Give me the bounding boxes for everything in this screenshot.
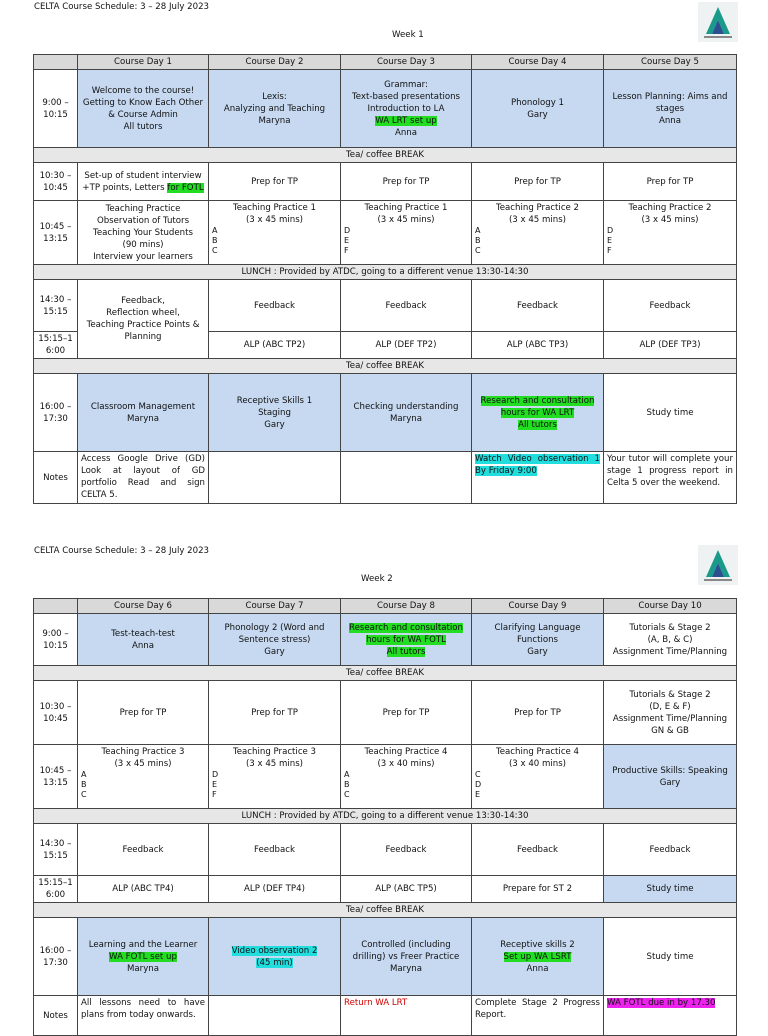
session-cell: Video observation 2 (45 min) — [209, 918, 341, 996]
time-cell: 15:15–1 6:00 — [34, 332, 78, 359]
session-cell: Prepare for ST 2 — [472, 876, 604, 903]
session-cell: Teaching Practice 3 (3 x 45 mins) D E F — [209, 745, 341, 809]
lunch-row: LUNCH : Provided by ATDC, going to a different venue 13:30-14:30 — [34, 265, 737, 280]
session-cell: Teaching Practice 1 (3 x 45 mins) A B C — [209, 201, 341, 265]
session-cell: ALP (ABC TP3) — [472, 332, 604, 359]
session-cell: Welcome to the course! Getting to Know Each Other & Course Admin All tutors — [78, 70, 209, 148]
notes-cell: Access Google Drive (GD) Look at layout of GD portfolio Read and sign CELTA 5. — [78, 452, 209, 504]
day-header: Course Day 3 — [341, 55, 472, 70]
notes-cell — [341, 452, 472, 504]
highlight-text: WA LRT set up — [375, 115, 437, 126]
session-cell: Feedback — [341, 280, 472, 332]
session-cell: Test-teach-test Anna — [78, 614, 209, 666]
session-cell: Receptive skills 2 Set up WA LSRT Anna — [472, 918, 604, 996]
notes-label: Notes — [34, 452, 78, 504]
time-cell: 9:00 – 10:15 — [34, 70, 78, 148]
week-title: Week 2 — [361, 574, 393, 584]
time-cell: 15:15–1 6:00 — [34, 876, 78, 903]
session-cell: ALP (DEF TP4) — [209, 876, 341, 903]
tea-break-row: Tea/ coffee BREAK — [34, 903, 737, 918]
session-cell: Teaching Practice Observation of Tutors Teaching Your Students (90 mins) Interview your learners — [78, 201, 209, 265]
time-cell: 16:00 – 17:30 — [34, 918, 78, 996]
tea-break-row: Tea/ coffee BREAK — [34, 148, 737, 163]
notes-cell: Your tutor will complete your stage 1 progress report in Celta 5 over the weekend. — [604, 452, 737, 504]
session-cell: Teaching Practice 4 (3 x 40 mins) A B C — [341, 745, 472, 809]
day-header: Course Day 1 — [78, 55, 209, 70]
session-cell: Teaching Practice 3 (3 x 45 mins) A B C — [78, 745, 209, 809]
session-cell: Research and consultation hours for WA FOTL All tutors — [341, 614, 472, 666]
session-cell: Research and consultation hours for WA LRT All tutors — [472, 374, 604, 452]
session-cell: Study time — [604, 918, 737, 996]
session-cell: Prep for TP — [78, 681, 209, 745]
atdc-logo-icon — [698, 2, 738, 42]
session-cell: Classroom Management Maryna — [78, 374, 209, 452]
session-cell: ALP (ABC TP5) — [341, 876, 472, 903]
session-cell: Prep for TP — [341, 163, 472, 201]
session-cell: Controlled (including drilling) vs Freer Practice Maryna — [341, 918, 472, 996]
tea-break-row: Tea/ coffee BREAK — [34, 666, 737, 681]
day-header: Course Day 9 — [472, 599, 604, 614]
time-cell: 14:30 – 15:15 — [34, 824, 78, 876]
session-cell: Feedback — [209, 280, 341, 332]
time-cell: 10:45 – 13:15 — [34, 201, 78, 265]
day-header: Course Day 7 — [209, 599, 341, 614]
course-schedule-header: CELTA Course Schedule: 3 – 28 July 2023 — [34, 2, 210, 12]
session-cell: Tutorials & Stage 2 (A, B, & C) Assignment Time/Planning — [604, 614, 737, 666]
session-cell: ALP (DEF TP2) — [341, 332, 472, 359]
week-title: Week 1 — [392, 30, 424, 40]
session-cell: Phonology 1 Gary — [472, 70, 604, 148]
session-cell: Feedback — [209, 824, 341, 876]
session-cell: Clarifying Language Functions Gary — [472, 614, 604, 666]
session-cell: Prep for TP — [209, 163, 341, 201]
session-cell: Feedback — [604, 280, 737, 332]
session-cell: ALP (ABC TP4) — [78, 876, 209, 903]
session-cell: Prep for TP — [209, 681, 341, 745]
session-cell: Feedback — [341, 824, 472, 876]
session-cell: Feedback — [78, 824, 209, 876]
session-cell: Tutorials & Stage 2 (D, E & F) Assignment Time/Planning GN & GB — [604, 681, 737, 745]
session-cell: ALP (DEF TP3) — [604, 332, 737, 359]
notes-cell — [209, 452, 341, 504]
notes-cell: Complete Stage 2 Progress Report. — [472, 996, 604, 1036]
time-cell: 10:30 – 10:45 — [34, 681, 78, 745]
session-cell: Grammar: Text-based presentations Introduction to LA WA LRT set up Anna — [341, 70, 472, 148]
session-cell: Prep for TP — [341, 681, 472, 745]
session-cell: Prep for TP — [604, 163, 737, 201]
notes-cell: Return WA LRT — [341, 996, 472, 1036]
session-cell: Teaching Practice 4 (3 x 40 mins) C D E — [472, 745, 604, 809]
atdc-logo-icon — [698, 545, 738, 585]
week1-schedule-table — [33, 54, 737, 504]
session-cell: Feedback — [472, 280, 604, 332]
session-cell: Receptive Skills 1 Staging Gary — [209, 374, 341, 452]
day-header: Course Day 2 — [209, 55, 341, 70]
day-header: Course Day 4 — [472, 55, 604, 70]
notes-label: Notes — [34, 996, 78, 1036]
session-cell: Phonology 2 (Word and Sentence stress) Gary — [209, 614, 341, 666]
session-cell: Feedback, Reflection wheel, Teaching Practice Points & Planning — [78, 280, 209, 359]
session-cell: Study time — [604, 876, 737, 903]
session-cell: Lexis: Analyzing and Teaching Maryna — [209, 70, 341, 148]
session-cell: Set-up of student interview +TP points, Letters for FOTL — [78, 163, 209, 201]
week2-schedule-table — [33, 598, 737, 1036]
session-cell: Prep for TP — [472, 163, 604, 201]
notes-cell: WA FOTL due in by 17.30 — [604, 996, 737, 1036]
notes-cell: All lessons need to have plans from today onwards. — [78, 996, 209, 1036]
session-cell: ALP (ABC TP2) — [209, 332, 341, 359]
session-cell: Prep for TP — [472, 681, 604, 745]
lunch-row: LUNCH : Provided by ATDC, going to a different venue 13:30-14:30 — [34, 809, 737, 824]
session-cell: Teaching Practice 2 (3 x 45 mins) A B C — [472, 201, 604, 265]
session-cell: Teaching Practice 2 (3 x 45 mins) D E F — [604, 201, 737, 265]
tea-break-row: Tea/ coffee BREAK — [34, 359, 737, 374]
session-cell: Lesson Planning: Aims and stages Anna — [604, 70, 737, 148]
day-header: Course Day 5 — [604, 55, 737, 70]
session-cell: Learning and the Learner WA FOTL set up Maryna — [78, 918, 209, 996]
session-cell: Feedback — [472, 824, 604, 876]
notes-cell — [209, 996, 341, 1036]
session-cell: Study time — [604, 374, 737, 452]
session-cell: Checking understanding Maryna — [341, 374, 472, 452]
day-header: Course Day 8 — [341, 599, 472, 614]
session-cell: Feedback — [604, 824, 737, 876]
day-header: Course Day 10 — [604, 599, 737, 614]
time-cell: 10:30 – 10:45 — [34, 163, 78, 201]
time-cell: 10:45 – 13:15 — [34, 745, 78, 809]
session-cell: Teaching Practice 1 (3 x 45 mins) D E F — [341, 201, 472, 265]
day-header: Course Day 6 — [78, 599, 209, 614]
notes-cell: Watch Video observation 1 By Friday 9:00 — [472, 452, 604, 504]
time-cell: 14:30 – 15:15 — [34, 280, 78, 332]
session-cell: Productive Skills: Speaking Gary — [604, 745, 737, 809]
course-schedule-header: CELTA Course Schedule: 3 – 28 July 2023 — [34, 546, 210, 556]
time-cell: 16:00 – 17:30 — [34, 374, 78, 452]
time-cell: 9:00 – 10:15 — [34, 614, 78, 666]
